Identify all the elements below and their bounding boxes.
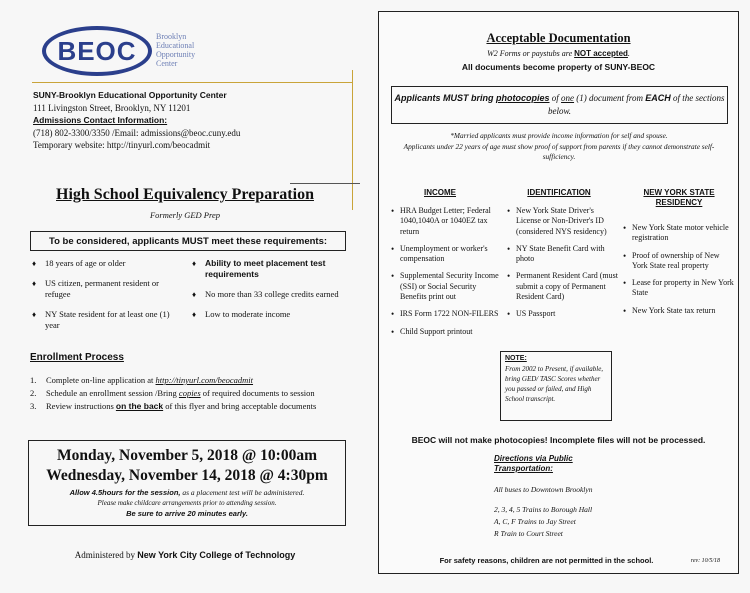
enrollment-step <box>30 387 360 400</box>
header-divider <box>32 82 352 83</box>
website-line: Temporary website: http://tinyurl.com/beocadmit <box>33 140 211 150</box>
directions-heading: Directions via Public Transportation: <box>494 454 573 473</box>
requirement-item: ♦ No more than 33 college credits earned <box>192 289 342 300</box>
administered-by: Administered by New York City College of Technology <box>74 550 296 560</box>
directions-list <box>494 484 674 540</box>
note-text: From 2002 to Present, if available, bring GED/ TASC Scores whether you passed or failed, and High School transcript. <box>505 365 604 403</box>
documentation-title: Acceptable Documentation <box>486 31 631 45</box>
admissions-heading: Admissions Contact Information: <box>33 115 168 125</box>
step-emphasis: on the back <box>115 401 164 411</box>
logo-acronym: BEOC <box>57 35 137 66</box>
org-address: 111 Livingston Street, Brooklyn, NY 11201 <box>33 102 191 113</box>
session-duration: Allow 4.5hours for the session, as a placement test will be administered. <box>69 488 305 497</box>
step-text: Complete on-line application at <box>46 375 156 385</box>
step-text: Schedule an enrollment session /Bring <box>46 388 179 398</box>
list-item: • New York State tax return <box>623 306 735 316</box>
residency-heading: NEW YORK STATE RESIDENCY <box>643 188 715 207</box>
requirements-heading-text: To be considered, applicants MUST meet these requirements: <box>48 235 328 247</box>
logo-name-line: Center <box>156 59 178 68</box>
org-name: SUNY-Brooklyn Educational Opportunity Center <box>33 90 227 100</box>
income-list <box>391 206 501 344</box>
step-text: of this flyer and bring acceptable documents <box>163 401 317 411</box>
title-accent-rule <box>290 183 360 184</box>
list-item: • New York State Driver's License or Non-Driver's ID (considered NYS residency) <box>507 206 619 237</box>
session-date: Wednesday, November 14, 2018 @ 4:30pm <box>46 467 328 484</box>
documentation-panel <box>378 11 739 574</box>
list-item: • Proof of ownership of New York State real property <box>623 251 735 272</box>
direction-line: All buses to Downtown Brooklyn <box>494 485 593 494</box>
list-item: • Permanent Resident Card (must submit a copy of Permanent Resident Card) <box>507 271 619 302</box>
identification-heading: IDENTIFICATION <box>527 188 591 197</box>
enrollment-step <box>30 400 360 413</box>
requirement-item: ♦ NY State resident for at least one (1) year <box>32 309 182 331</box>
session-dates-box <box>28 440 346 526</box>
requirement-item: ♦ Ability to meet placement test requirements <box>192 258 342 280</box>
program-subtitle: Formerly GED Prep <box>149 210 221 220</box>
step-emphasis: copies <box>178 388 201 398</box>
list-item: • Lease for property in New York State <box>623 278 735 299</box>
application-link[interactable]: http://tinyurl.com/beocadmit <box>155 375 254 385</box>
list-item: • Child Support printout <box>391 327 501 337</box>
requirement-item: ♦ Low to moderate income <box>192 309 342 320</box>
contact-block <box>33 89 353 152</box>
eligibility-note: *Married applicants must provide income information for self and spouse. Applicants under 22 years of age must show proof of support from parents if they cannot demonstrate self-sufficiency. <box>403 131 715 161</box>
ged-scores-note <box>500 351 612 421</box>
bring-photocopies-box: Applicants MUST bring photocopies of one (1) document from EACH of the sections below. <box>391 86 728 124</box>
logo-name-line: Educational <box>156 41 195 50</box>
enrollment-step <box>30 374 360 387</box>
enrollment-heading: Enrollment Process <box>30 352 124 363</box>
income-heading: INCOME <box>424 188 456 197</box>
list-item: • HRA Budget Letter; Federal 1040,1040A or 1040EZ tax return <box>391 206 501 237</box>
phone-email: (718) 802-3300/3350 /Email: admissions@beoc.cuny.edu <box>33 127 241 138</box>
step-number: 2. <box>30 388 37 398</box>
requirements-heading <box>30 231 346 251</box>
logo-name-line: Brooklyn <box>156 32 187 41</box>
requirements-right <box>192 258 342 329</box>
step-text: Review instructions <box>46 401 116 411</box>
requirement-item: ♦ US citizen, permanent resident or refugee <box>32 278 182 300</box>
college-name: New York City College of Technology <box>137 550 296 560</box>
list-item: • Unemployment or worker's compensation <box>391 244 501 265</box>
list-item: • Supplemental Security Income (SSI) or Social Security Benefits print out <box>391 271 501 302</box>
w2-note: W2 Forms or paystubs are NOT accepted. <box>487 49 630 58</box>
note-label: NOTE: <box>505 355 527 362</box>
step-number: 1. <box>30 375 37 385</box>
step-number: 3. <box>30 401 37 411</box>
direction-line: 2, 3, 4, 5 Trains to Borough Hall <box>494 505 593 514</box>
direction-line: R Train to Court Street <box>494 529 563 538</box>
enrollment-steps <box>30 374 360 413</box>
beoc-logo <box>42 24 272 82</box>
logo-oval <box>42 26 152 76</box>
requirements-left <box>32 258 182 340</box>
logo-name-line: Opportunity <box>156 50 196 59</box>
list-item: • IRS Form 1722 NON-FILERS <box>391 309 501 319</box>
left-panel <box>0 0 370 593</box>
session-date: Monday, November 5, 2018 @ 10:00am <box>57 447 317 464</box>
list-item: • US Passport <box>507 309 619 319</box>
property-note: All documents become property of SUNY-BEOC <box>461 62 656 72</box>
no-photocopies-warning: BEOC will not make photocopies! Incomplete files will not be processed. <box>411 435 706 445</box>
step-text: of required documents to session <box>200 388 315 398</box>
identification-list <box>507 206 619 327</box>
list-item: • NY State Benefit Card with photo <box>507 244 619 265</box>
list-item: • New York State motor vehicle registration <box>623 223 735 244</box>
residency-list <box>623 223 735 323</box>
requirement-item: ♦ 18 years of age or older <box>32 258 182 269</box>
safety-note: For safety reasons, children are not permitted in the school. <box>439 556 654 565</box>
logo-name <box>156 32 246 68</box>
direction-line: A, C, F Trains to Jay Street <box>494 517 576 526</box>
childcare-note: Please make childcare arrangements prior to attending session. <box>97 499 277 507</box>
arrival-note: Be sure to arrive 20 minutes early. <box>126 509 248 518</box>
program-title: High School Equivalency Preparation <box>56 186 314 203</box>
revision-date: rev: 10/5/18 <box>690 558 720 564</box>
